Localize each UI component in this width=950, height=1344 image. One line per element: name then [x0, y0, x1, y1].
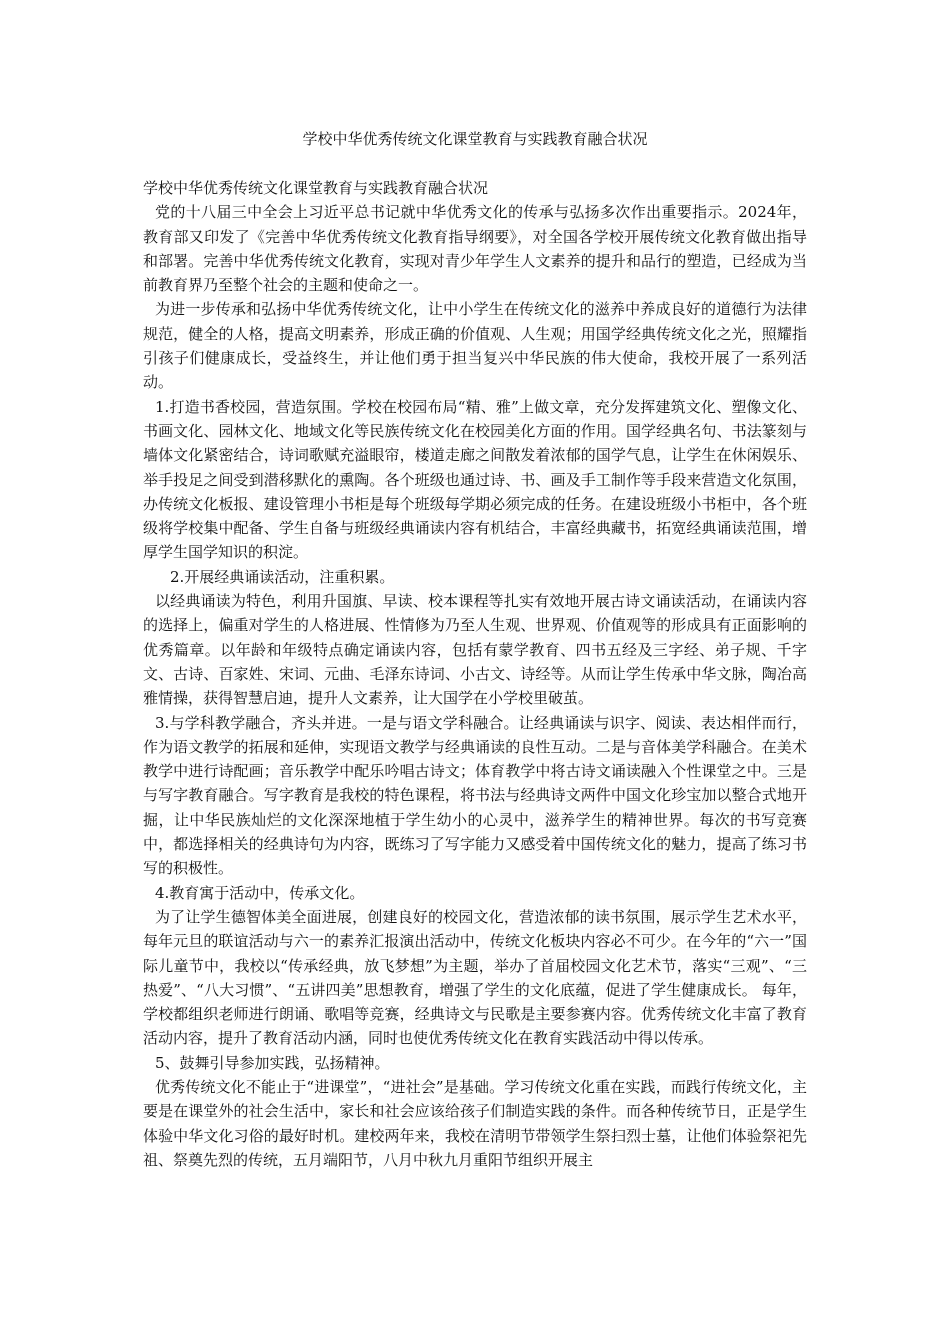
paragraph-item-3: 3.与学科教学融合，齐头并进。一是与语文学科融合。让经典诵读与识字、阅读、表达相伴而行，作为语文教学的拓展和延伸，实现语文教学与经典诵读的良性互动。二是与音体美学科融合。在美术教学中进行诗配画；音乐教学中配乐吟唱古诗文；体育教学中将古诗文诵读融入个性课堂之中。三是与写字教育融合。写字教育是我校的特色课程，将书法与经典诗文两件中国文化珍宝加以整合式地开掘，让中华民族灿烂的文化深深地植于学生幼小的心灵中，滋养学生的精神世界。每次的书写竞赛中，都选择相关的经典诗句为内容，既练习了写字能力又感受着中国传统文化的魅力，提高了练习书写的积极性。 — [143, 713, 807, 878]
paragraph-item-4-heading: 4.教育寓于活动中，传承文化。 — [155, 883, 365, 902]
document-body — [143, 176, 807, 1172]
paragraph-item-2: 以经典诵读为特色，利用升国旗、早读、校本课程等扎实有效地开展古诗文诵读活动，在诵读内容的选择上，偏重对学生的人格进展、性情修为乃至人生观、世界观、价值观等的形成具有正面影响的优秀篇章。以年龄和年级特点确定诵读内容，包括有蒙学教育、四书五经及三字经、弟子规、千字文、古诗、百家姓、宋词、元曲、毛泽东诗词、小古文、诗经等。从而让学生传承中华文脉，陶冶高雅情操，获得智慧启迪，提升人文素养，让大国学在小学校里破茧。 — [143, 592, 807, 708]
body-heading: 学校中华优秀传统文化课堂教育与实践教育融合状况 — [143, 179, 489, 197]
paragraph-item-2-heading: 2.开展经典诵读活动，注重积累。 — [170, 567, 395, 586]
paragraph-intro: 党的十八届三中全会上习近平总书记就中华优秀文化的传承与弘扬多次作出重要指示。2024年，教育部又印发了《完善中华优秀传统文化教育指导纲要》，对全国各学校开展传统文化教育做出指导和部署。完善中华优秀传统文化教育，实现对青少年学生人文素养的提升和品行的塑造，已经成为当前教育界乃至整个社会的主题和使命之一。 — [143, 203, 807, 295]
paragraph-item-5: 优秀传统文化不能止于“进课堂”，“进社会”是基础。学习传统文化重在实践，而践行传统文化，主要是在课堂外的社会生活中，家长和社会应该给孩子们制造实践的条件。而各种传统节日，正是学生体验中华文化习俗的最好时机。建校两年来，我校在清明节带领学生祭扫烈士墓，让他们体验祭祀先祖、祭奠先烈的传统，五月端阳节，八月中秋九月重阳节组织开展主 — [143, 1077, 807, 1169]
paragraph-item-4: 为了让学生德智体美全面进展，创建良好的校园文化，营造浓郁的读书氛围，展示学生艺术水平，每年元旦的联谊活动与六一的素养汇报演出活动中，传统文化板块内容必不可少。在今年的“六一”国际儿童节中，我校以“传承经典，放飞梦想”为主题，举办了首届校园文化艺术节，落实“三观”、“三热爱”、“八大习惯”、“五讲四美”思想教育，增强了学生的文化底蕴，促进了学生健康成长。 每年，学校都组织老师进行朗诵、歌唱等竞赛，经典诗文与民歌是主要参赛内容。优秀传统文化丰富了教育活动内容，提升了教育活动内涵，同时也使优秀传统文化在教育实践活动中得以传承。 — [143, 907, 807, 1048]
paragraph-item-1: 1.打造书香校园，营造氛围。学校在校园布局“精、雅”上做文章，充分发挥建筑文化、塑像文化、书画文化、园林文化、地域文化等民族传统文化在校园美化方面的作用。国学经典名句、书法篆刻与墙体文化紧密结合，诗词歌赋充溢眼帘，楼道走廊之间散发着浓郁的国学气息，让学生在休闲娱乐、举手投足之间受到潜移默化的熏陶。各个班级也通过诗、书、画及手工制作等手段来营造文化氛围，办传统文化板报、建设管理小书柜是每个班级每学期必须完成的任务。在建设班级小书柜中，各个班级将学校集中配备、学生自备与班级经典诵读内容有机结合，丰富经典藏书，拓宽经典诵读范围，增厚学生国学知识的积淀。 — [143, 397, 807, 562]
document-title: 学校中华优秀传统文化课堂教育与实践教育融合状况 — [302, 130, 648, 148]
paragraph-item-5-heading: 5、鼓舞引导参加实践，弘扬精神。 — [155, 1053, 390, 1072]
paragraph-purpose: 为进一步传承和弘扬中华优秀传统文化，让中小学生在传统文化的滋养中养成良好的道德行为法律规范，健全的人格，提高文明素养，形成正确的价值观、人生观；用国学经典传统文化之光，照耀指引孩子们健康成长，受益终生，并让他们勇于担当复兴中华民族的伟大使命，我校开展了一系列活动。 — [143, 300, 807, 392]
